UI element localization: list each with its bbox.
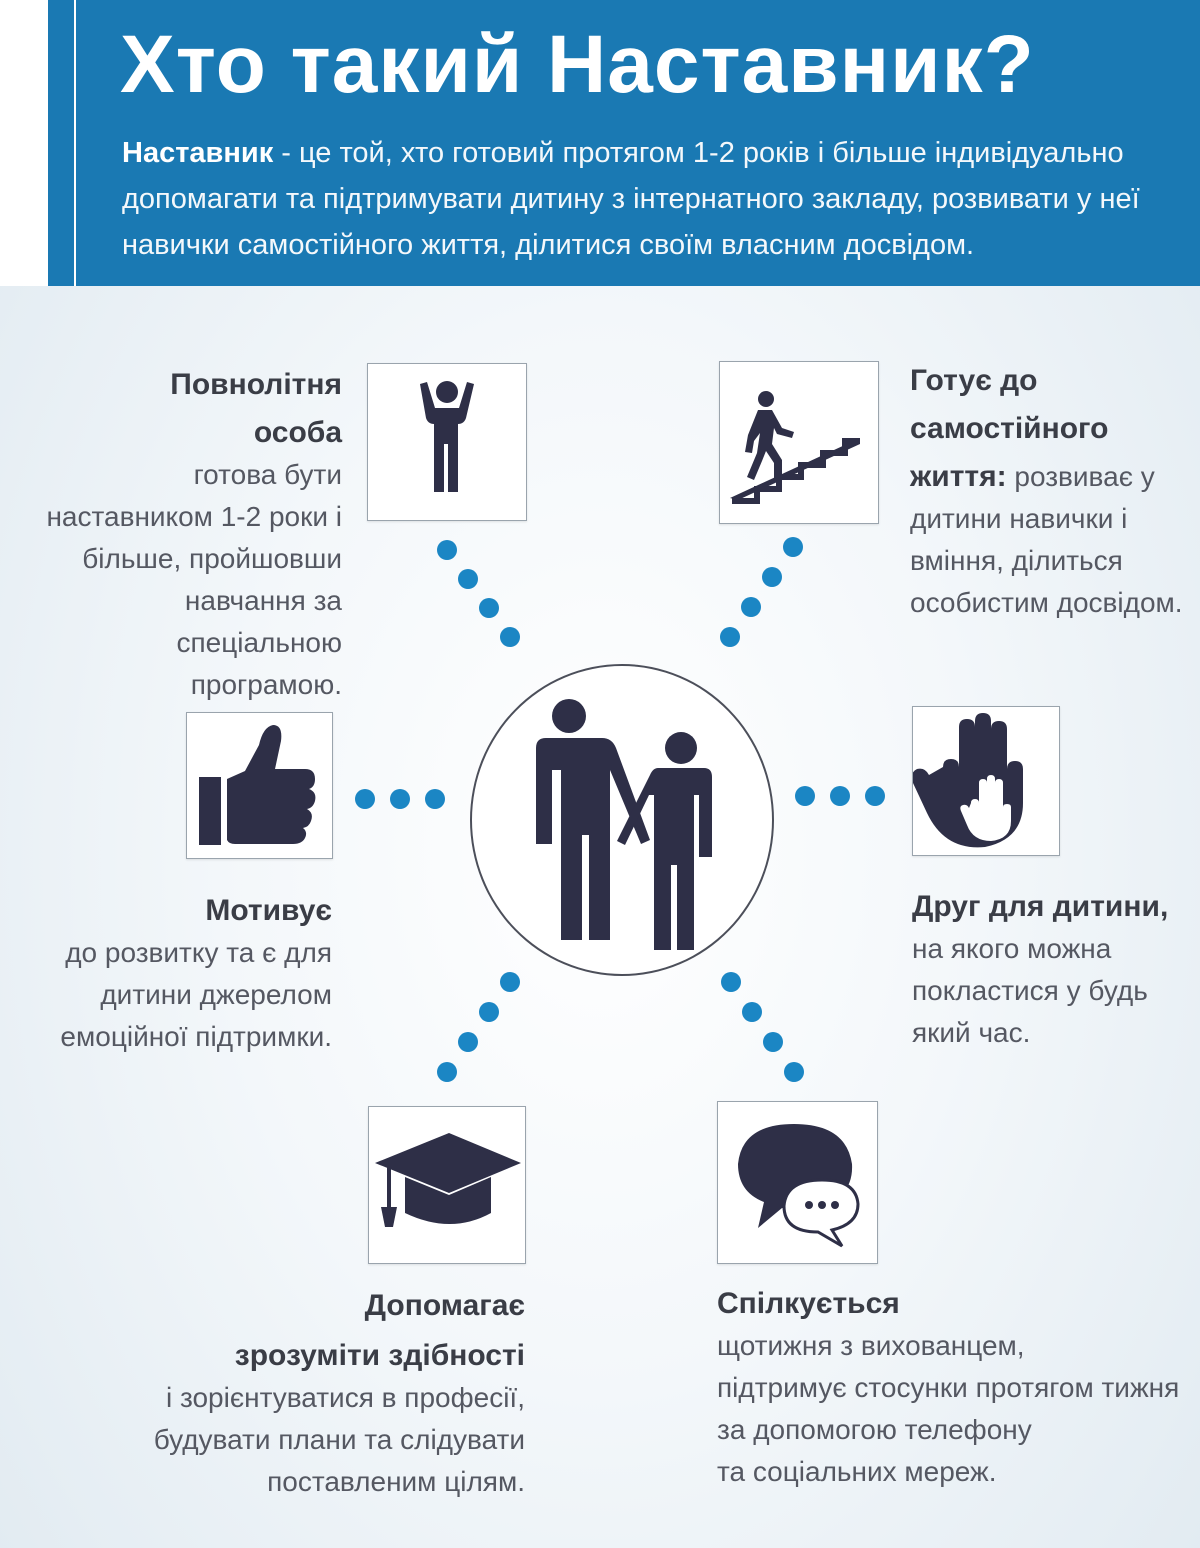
item-adult-body-5: програмою. bbox=[190, 669, 342, 700]
item-independence-body-first: розвиває у bbox=[1006, 461, 1155, 492]
connector-dot bbox=[500, 627, 520, 647]
item-adult-body-3: більше, пройшовши bbox=[82, 543, 342, 574]
item-communicates-body-3: за допомогою телефону bbox=[717, 1414, 1032, 1445]
connector-dot bbox=[479, 598, 499, 618]
connector-dot bbox=[741, 597, 761, 617]
connector-dot bbox=[865, 786, 885, 806]
connector-dot bbox=[742, 1002, 762, 1022]
item-independence-body-1: дитини навички і bbox=[910, 503, 1128, 534]
item-communicates-text bbox=[717, 1283, 1192, 1493]
item-motivates-body-3: емоційної підтримки. bbox=[60, 1021, 332, 1052]
item-adult-title-1: Повнолітня bbox=[170, 368, 342, 401]
item-motivates-body-2: дитини джерелом bbox=[100, 979, 332, 1010]
item-independence-body-2: вміння, ділиться bbox=[910, 545, 1123, 576]
item-independence-title-3: життя: bbox=[910, 460, 1007, 493]
item-abilities-title-2: зрозуміти здібності bbox=[234, 1339, 525, 1372]
item-abilities-text bbox=[100, 1285, 525, 1503]
icon-box-abilities bbox=[368, 1106, 526, 1264]
connector-dot bbox=[425, 789, 445, 809]
connector-dot bbox=[355, 789, 375, 809]
hands-icon bbox=[913, 707, 1059, 855]
item-independence-line-3 bbox=[910, 456, 1190, 498]
connector-dot bbox=[437, 540, 457, 560]
connector-dot bbox=[458, 1032, 478, 1052]
item-independence-title-2: самостійного bbox=[910, 412, 1109, 445]
speech-bubbles-icon bbox=[718, 1102, 877, 1263]
item-abilities-title-1: Допомагає bbox=[364, 1289, 525, 1322]
page-title: Хто такий Наставник? bbox=[120, 19, 1035, 110]
connector-dot bbox=[720, 627, 740, 647]
connector-dot bbox=[479, 1002, 499, 1022]
icon-box-motivates bbox=[186, 712, 333, 859]
item-communicates-body-4: та соціальних мереж. bbox=[717, 1456, 997, 1487]
item-friend-body-2: покластися у будь bbox=[912, 975, 1148, 1006]
item-motivates-text bbox=[20, 890, 332, 1058]
connector-dot bbox=[458, 569, 478, 589]
icon-box-adult bbox=[367, 363, 527, 521]
item-friend-text bbox=[912, 886, 1197, 1054]
item-adult-text bbox=[20, 364, 342, 706]
intro-text: - це той, хто готовий протягом 1-2 років і більше індивідуально допомагати та підтримувати дитину з інтернатного закладу, розвивати у неї навички самостійного життя, ділитися своїм власним досвідом. bbox=[122, 137, 1140, 261]
center-circle bbox=[470, 664, 774, 976]
connector-dot bbox=[830, 786, 850, 806]
connector-dot bbox=[721, 972, 741, 992]
item-independence-body-3: особистим досвідом. bbox=[910, 587, 1183, 618]
item-adult-body-1: готова бути bbox=[193, 459, 342, 490]
icon-box-independence bbox=[719, 361, 879, 524]
item-motivates-body-1: до розвитку та є для bbox=[65, 937, 332, 968]
intro-term: Наставник bbox=[122, 137, 274, 169]
item-motivates-title: Мотивує bbox=[205, 894, 332, 927]
connector-dot bbox=[390, 789, 410, 809]
item-friend-title: Друг для дитини, bbox=[912, 890, 1169, 923]
connector-dot bbox=[763, 1032, 783, 1052]
item-independence-title-1: Готує до bbox=[910, 364, 1038, 397]
connector-dot bbox=[500, 972, 520, 992]
item-abilities-body-1: і зорієнтуватися в професії, bbox=[165, 1382, 525, 1413]
connector-dot bbox=[762, 567, 782, 587]
item-friend-body-1: на якого можна bbox=[912, 933, 1112, 964]
graduation-cap-icon bbox=[369, 1107, 525, 1263]
item-friend-body-3: який час. bbox=[912, 1017, 1031, 1048]
connector-dot bbox=[783, 537, 803, 557]
mentor-and-child-icon bbox=[472, 666, 772, 974]
item-adult-body-2: наставником 1-2 роки і bbox=[46, 501, 342, 532]
item-independence-text bbox=[910, 360, 1190, 624]
icon-box-communicates bbox=[717, 1101, 878, 1264]
item-abilities-body-2: будувати плани та слідувати bbox=[153, 1424, 525, 1455]
thumbs-up-icon bbox=[187, 713, 332, 858]
item-communicates-body-1: щотижня з вихованцем, bbox=[717, 1330, 1025, 1361]
climbing-stairs-icon bbox=[720, 362, 878, 523]
item-communicates-body-2: підтримує стосунки протягом тижня bbox=[717, 1372, 1180, 1403]
item-adult-body-4: навчання за спеціальною bbox=[176, 585, 342, 658]
connector-dot bbox=[784, 1062, 804, 1082]
item-abilities-body-3: поставленим цілям. bbox=[267, 1466, 525, 1497]
icon-box-friend bbox=[912, 706, 1060, 856]
item-communicates-title: Спілкується bbox=[717, 1287, 900, 1320]
connector-dot bbox=[795, 786, 815, 806]
person-arms-up-icon bbox=[368, 364, 526, 520]
connector-dot bbox=[437, 1062, 457, 1082]
item-adult-title-2: особа bbox=[253, 416, 342, 449]
